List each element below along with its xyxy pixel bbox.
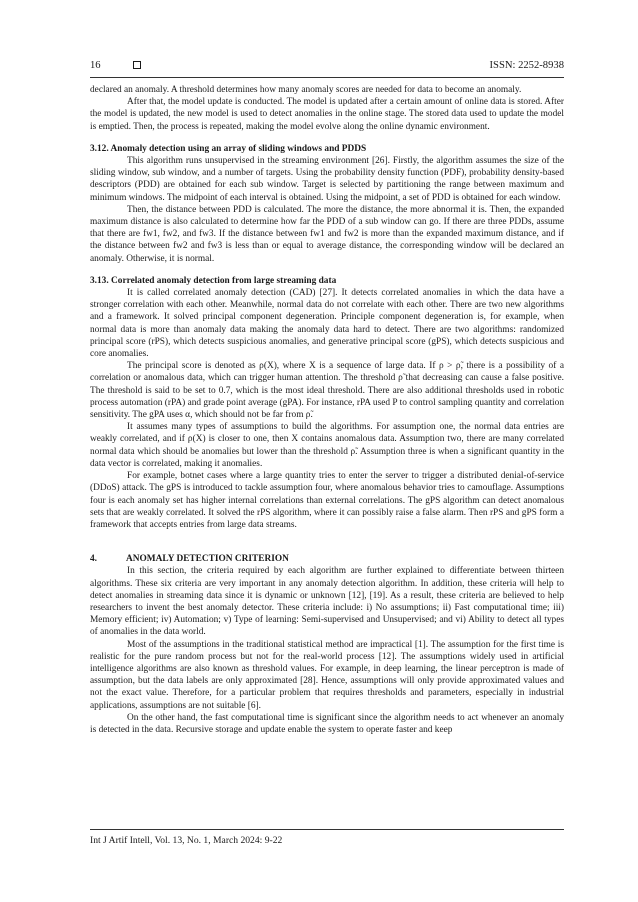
body-paragraph: In this section, the criteria required by each algorithm are further explained to differentiate between thirteen algorithms. These six criteria are very important in any anomaly detection algorithm. In addition, these criteria will help to detect anomalies in streaming data since it is dynamic or unknown [12], [19]. As a result, these criteria are believed to help researchers to invent the best anomaly detector. These criteria include: i) No assumptions; ii) Fast computational time; iii) Memory efficient; iv) Automation; v) Type of learning: Semi-supervised and Unsupervised; and vi) Ability to detect all types of anomalies in the data world. [90, 566, 564, 638]
footer-citation: Int J Artif Intell, Vol. 13, No. 1, March 2024: 9-22 [90, 835, 283, 846]
square-icon [133, 61, 141, 69]
body-paragraph: After that, the model update is conducted. The model is updated after a certain amount of online data is stored. After the model is updated, the new model is used to detect anomalies in the online stage. The stored data used to update the model is emptied. Then, the process is repeated, making the model evolve along the online dynamic environment. [90, 97, 564, 132]
chapter-title: ANOMALY DETECTION CRITERION [126, 554, 289, 565]
section-heading: 3.12. Anomaly detection using an array of sliding windows and PDDS [90, 143, 367, 154]
body-paragraph: For example, botnet cases where a large quantity tries to enter the server to trigger a distributed denial-of-service (DDoS) attack. The gPS is introduced to tackle assumption four, where anomalous behavior tries to camouflage. Assumptions four is each anomaly set has higher internal correlations than external correlations. The gPS algorithm can detect anomalous sets that are weakly correlated. It solved the rPS algorithm, where it can possibly raise a false alarm. Then rPS and gPS form a framework that accepts entries from large data streams. [90, 471, 564, 530]
body-paragraph: Then, the distance between PDD is calculated. The more the distance, the more abnormal it is. Then, the expanded maximum distance is also calculated to determine how far the PDD of a sub window can go. If there are three PDDs, assume that there are fw1, fw2, and fw3. If the distance between fw1 and fw2 is more than the expanded maximum distance, and if the distance between fw2 and fw3 is less than or equal to average distance, the corresponding window will be declared an anomaly. Otherwise, it is normal. [90, 204, 564, 264]
article-body [90, 84, 564, 736]
page-header [90, 60, 564, 76]
body-paragraph: It is called correlated anomaly detection (CAD) [27]. It detects correlated anomalies in which the data have a stronger correlation with each other. Meanwhile, normal data do not correlate with each other. There are two new algorithms and a framework. It solved principal component degeneration. Principle component degeneration is, for example, when normal data is more than anomaly data making the anomaly data hard to detect. There are two algorithms: randomized principal score (rPS), which detects suspicious anomalies, and generative principal score (gPS), which detects suspicious and core anomalies. [90, 288, 564, 360]
issn-label: ISSN: 2252-8938 [489, 60, 564, 71]
footer-divider [90, 829, 564, 830]
page-number: 16 [90, 60, 101, 71]
body-paragraph: Most of the assumptions in the traditional statistical method are impractical [1]. The assumption for the first time is realistic for the pure random process but not for the real-world process [12]. The assumptions widely used in artificial intelligence algorithms are also known as threshold values. For example, in deep learning, the linear perceptron is made of assumption, but the data labels are only approximated [28]. Hence, assumptions will only provide approximated values and not the exact value. Therefore, for a particular problem that requires thresholds and parameters, especially in industrial applications, assumptions are not suitable [6]. [90, 639, 564, 711]
body-paragraph: This algorithm runs unsupervised in the streaming environment [26]. Firstly, the algorithm assumes the size of the sliding window, sub window, and a number of targets. Using the probability density function (PDF), probability density-based descriptors (PDD) are obtained for each sub window. Target is selected by partitioning the range between maximum and minimum windows. The midpoint of each interval is obtained. Using the midpoint, a set of PDD is obtained for each window. [90, 156, 564, 203]
body-paragraph: declared an anomaly. A threshold determines how many anomaly scores are needed for data to become an anomaly. [90, 85, 522, 95]
chapter-heading [90, 553, 564, 565]
body-paragraph: It assumes many types of assumptions to build the algorithms. For assumption one, the normal data entries are weakly correlated, and if ρ(X) is closer to one, then X contains anomalous data. Assumption two, there are many correlated normal data which should be anomalies but lower than the threshold ρ̃. Assumption three is when a significant quantity in the data vector is correlated, making it anomalies. [90, 422, 564, 469]
header-divider [90, 77, 564, 78]
body-paragraph: On the other hand, the fast computational time is significant since the algorithm needs to act whenever an anomaly is detected in the data. Recursive storage and update enable the system to operate faster and keep [90, 712, 564, 735]
body-paragraph: The principal score is denoted as ρ(X), where X is a sequence of large data. If ρ > ρ̃, there is a possibility of a correlation or anomalous data, which can trigger human attention. The threshold ρ̃ that decreasing can cause a false positive. The threshold is said to be set to 0.7, which is the most ideal threshold. There are also additional thresholds used in robotic process automation (rPA) and grade point average (gPA). For instance, rPA used P to control sampling quantity and correlation sensitivity. The gPA uses α, which should not be far from ρ̃. [90, 361, 564, 421]
section-heading: 3.13. Correlated anomaly detection from large streaming data [90, 275, 337, 286]
chapter-number: 4. [90, 554, 98, 565]
